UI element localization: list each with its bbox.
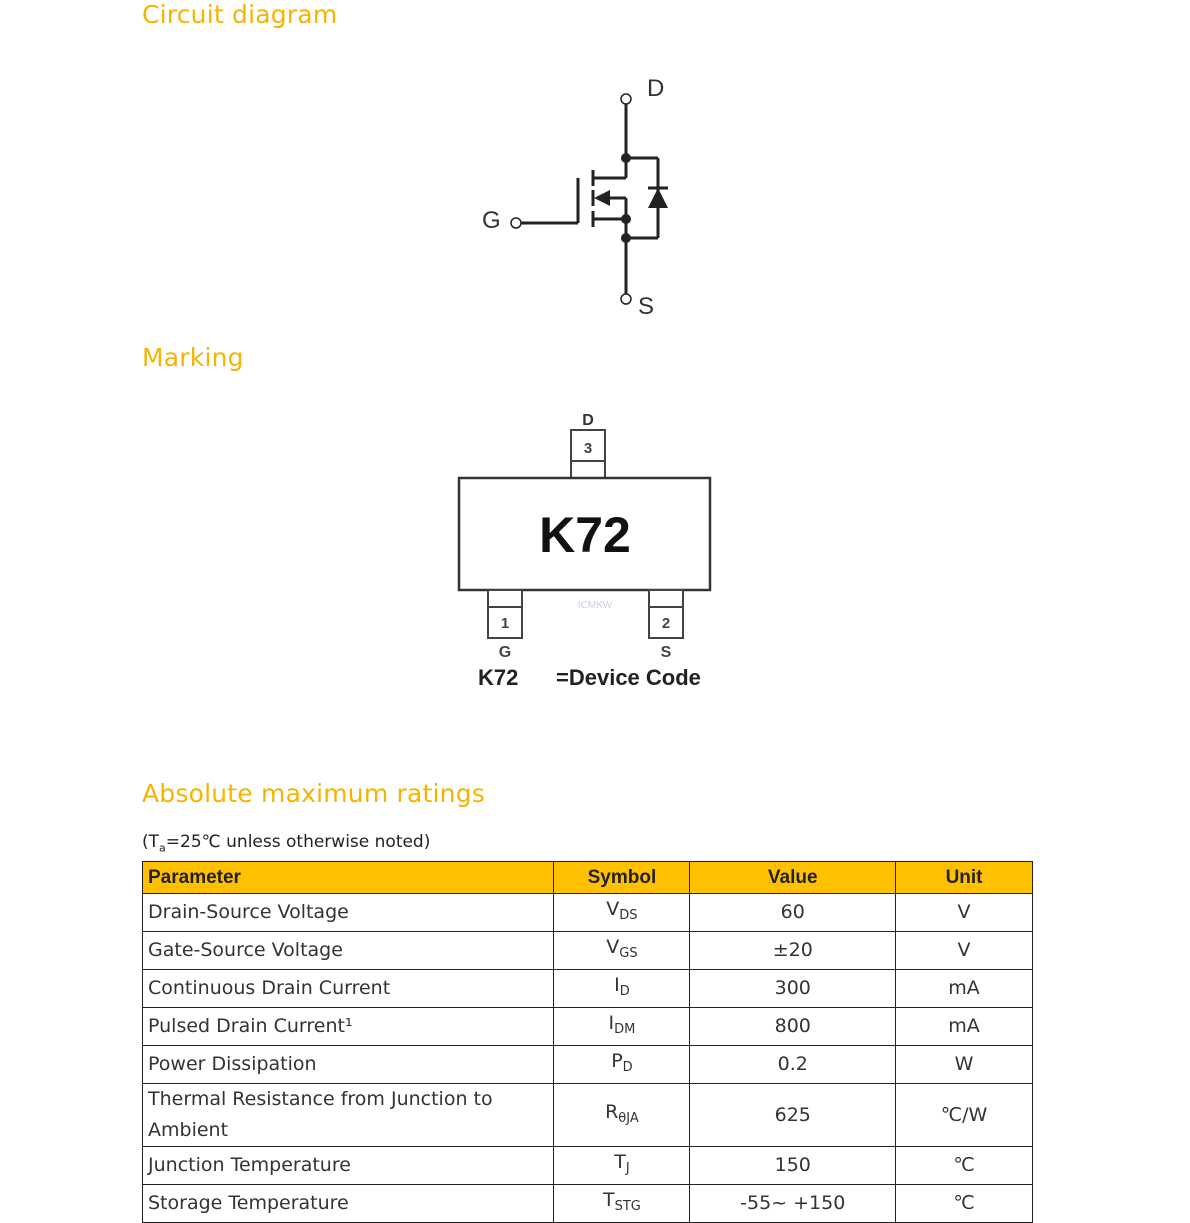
cell-parameter: Continuous Drain Current [143, 970, 554, 1008]
symbol-subscript: θJA [618, 1110, 639, 1126]
header-parameter: Parameter [143, 862, 554, 894]
pin3-number: 3 [583, 440, 593, 457]
cell-parameter: Junction Temperature [143, 1147, 554, 1185]
package-marking-diagram [440, 400, 740, 700]
pin3-label: D [582, 412, 594, 429]
symbol-base: I [608, 1012, 615, 1034]
absolute-max-ratings-table [142, 861, 1033, 1223]
cell-parameter: Thermal Resistance from Junction to Ambient [143, 1084, 554, 1147]
symbol-base: V [606, 898, 620, 920]
cell-unit: mA [896, 970, 1033, 1008]
table-row [143, 932, 1033, 970]
gate-label: G [482, 207, 501, 234]
table-row [143, 970, 1033, 1008]
cell-value: 800 [690, 1008, 896, 1046]
cell-parameter: Drain-Source Voltage [143, 894, 554, 932]
cell-symbol [554, 932, 690, 970]
cell-parameter: Power Dissipation [143, 1046, 554, 1084]
cell-symbol [554, 1185, 690, 1223]
pin2-label: S [660, 644, 672, 661]
test-conditions-note: ($T_a=25℃$ unless otherwise noted) [142, 832, 431, 855]
drain-label: D [647, 75, 665, 102]
header-value: Value [690, 862, 896, 894]
table-row [143, 1084, 1033, 1147]
cell-value: 625 [690, 1084, 896, 1147]
cell-symbol [554, 1046, 690, 1084]
cell-value: 60 [690, 894, 896, 932]
pin1-number: 1 [500, 615, 510, 632]
cell-symbol [554, 1008, 690, 1046]
symbol-base: T [602, 1189, 615, 1211]
mosfet-circuit-diagram [470, 70, 700, 330]
cell-unit: V [896, 932, 1033, 970]
watermark-text: ICMKW [577, 600, 613, 611]
marking-heading: Marking [142, 343, 244, 372]
symbol-base: V [606, 936, 620, 958]
cell-unit: ℃ [896, 1185, 1033, 1223]
cell-parameter: Gate-Source Voltage [143, 932, 554, 970]
cell-unit: ℃/W [896, 1084, 1033, 1147]
table-row [143, 1046, 1033, 1084]
circuit-diagram-heading: Circuit diagram [142, 0, 338, 29]
cell-value: ±20 [690, 932, 896, 970]
cell-unit: ℃ [896, 1147, 1033, 1185]
symbol-subscript: D [622, 1060, 633, 1075]
cell-value: -55~ +150 [690, 1185, 896, 1223]
symbol-subscript: DM [614, 1022, 636, 1037]
device-code-marking: K72 [539, 507, 631, 563]
table-row [143, 1008, 1033, 1046]
table-row [143, 1185, 1033, 1223]
cell-symbol [554, 1084, 690, 1147]
absolute-max-ratings-heading: Absolute maximum ratings [142, 779, 486, 808]
symbol-base: T [614, 1151, 626, 1173]
cell-symbol [554, 1147, 690, 1185]
cell-symbol [554, 970, 690, 1008]
table-row [143, 894, 1033, 932]
table-row [143, 1147, 1033, 1185]
cell-unit: V [896, 894, 1033, 932]
symbol-base: P [611, 1050, 623, 1072]
gate-terminal [511, 218, 521, 228]
source-terminal [621, 294, 631, 304]
cell-value: 150 [690, 1147, 896, 1185]
table-header-row [143, 862, 1033, 894]
pin2-number: 2 [661, 615, 671, 632]
symbol-base: R [605, 1100, 619, 1123]
header-symbol: Symbol [554, 862, 690, 894]
source-label: S [638, 293, 655, 320]
cell-symbol [554, 894, 690, 932]
cell-parameter: Pulsed Drain Current¹ [143, 1008, 554, 1046]
drain-terminal [621, 94, 631, 104]
symbol-subscript: STG [614, 1199, 641, 1214]
symbol-subscript: J [625, 1161, 630, 1176]
cell-parameter: Storage Temperature [143, 1185, 554, 1223]
symbol-subscript: D [619, 984, 630, 999]
symbol-base: I [614, 974, 620, 996]
legend-device-code: K72 [478, 665, 519, 690]
symbol-subscript: GS [619, 946, 638, 961]
cell-value: 0.2 [690, 1046, 896, 1084]
header-unit: Unit [896, 862, 1033, 894]
symbol-subscript: DS [619, 908, 638, 923]
cell-unit: W [896, 1046, 1033, 1084]
legend-description: =Device Code [556, 665, 701, 690]
cell-unit: mA [896, 1008, 1033, 1046]
pin1-label: G [498, 644, 512, 661]
cell-value: 300 [690, 970, 896, 1008]
